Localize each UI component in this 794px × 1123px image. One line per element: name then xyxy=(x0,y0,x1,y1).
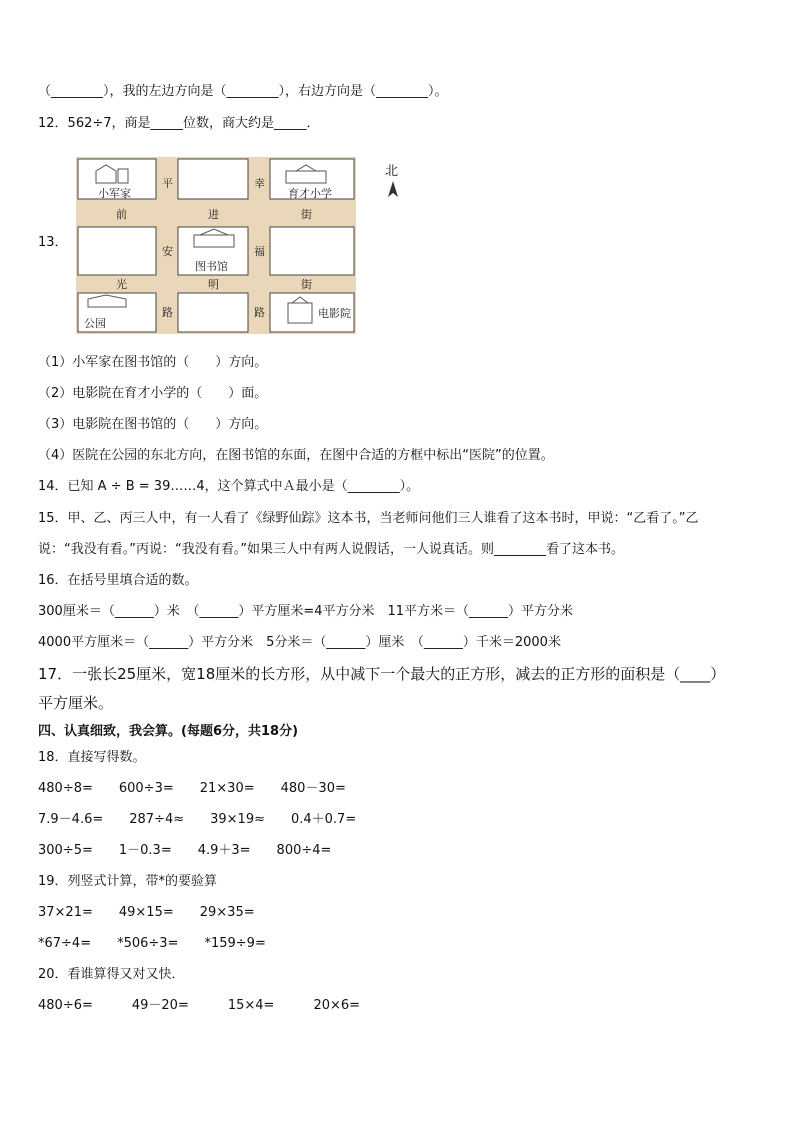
road-ping: 平 xyxy=(162,177,173,190)
block-empty-3 xyxy=(270,227,354,275)
road-an: 安 xyxy=(162,245,173,258)
label-xiaojunjia: 小军家 xyxy=(98,187,131,200)
road-ming: 明 xyxy=(208,278,219,291)
q14: 14．已知 A ÷ B = 39……4，这个算式中Ａ最小是（________）。 xyxy=(38,479,420,494)
road-jin: 进 xyxy=(208,208,219,221)
north-label: 北 xyxy=(385,164,399,179)
road-guang: 光 xyxy=(116,278,127,291)
road-jie-2: 街 xyxy=(301,278,312,291)
q17-line2: 平方厘米。 xyxy=(38,694,114,712)
q18-row2: 7.9－4.6= 287÷4≈ 39×19≈ 0.4＋0.7= xyxy=(38,812,357,827)
road-lu-2: 路 xyxy=(254,306,265,319)
q16-row1: 300厘米＝（______）米 （______）平方厘米=4平方分米 11平方米＝（______）平方分米 xyxy=(38,604,574,619)
q18: 18．直接写得数。 xyxy=(38,750,146,765)
road-lu-1: 路 xyxy=(162,306,173,319)
q16-row2: 4000平方厘米＝（______）平方分米 5分米＝（______）厘米 （______）千米＝2000米 xyxy=(38,635,561,650)
q13-4: （4）医院在公园的东北方向，在图书馆的东面，在图中合适的方框中标出“医院”的位置。 xyxy=(38,448,554,463)
road-xing: 幸 xyxy=(254,177,265,190)
q13-3: （3）电影院在图书馆的（ ）方向。 xyxy=(38,417,268,432)
q13-2: （2）电影院在育才小学的（ ）面。 xyxy=(38,386,268,401)
q19-row2: *67÷4= *506÷3= *159÷9= xyxy=(38,936,266,951)
block-empty-2 xyxy=(78,227,156,275)
north-indicator xyxy=(385,160,401,203)
street-map xyxy=(76,157,356,334)
q17-line1: 17．一张长25厘米，宽18厘米的长方形，从中减下一个最大的正方形，减去的正方形的面积是（____） xyxy=(38,665,726,683)
q13-label: 13． xyxy=(38,235,68,250)
q20-row1: 480÷6= 49－20= 15×4= 20×6= xyxy=(38,998,361,1013)
north-arrow-icon xyxy=(385,179,401,199)
road-fu: 福 xyxy=(254,245,265,258)
q18-row3: 300÷5= 1－0.3= 4.9＋3= 800÷4= xyxy=(38,843,332,858)
label-yucai: 育才小学 xyxy=(288,187,332,200)
road-jie-1: 街 xyxy=(301,208,312,221)
q19-row1: 37×21= 49×15= 29×35= xyxy=(38,905,255,920)
q19: 19．列竖式计算，带*的要验算 xyxy=(38,874,218,889)
q15-line1: 15．甲、乙、丙三人中，有一人看了《绿野仙踪》这本书，当老师问他们三人谁看了这本书时，甲说：“乙看了。”乙 xyxy=(38,511,699,526)
q15-line2: 说：“我没有看。”丙说：“我没有看。”如果三人中有两人说假话，一人说真话。则________看了这本书。 xyxy=(38,542,624,557)
label-cinema: 电影院 xyxy=(318,307,351,320)
section-4-heading: 四、认真细致，我会算。(每题6分，共18分) xyxy=(38,724,299,739)
block-empty-4 xyxy=(178,293,248,332)
label-library: 图书馆 xyxy=(195,260,228,273)
block-empty-1 xyxy=(178,159,248,199)
label-park: 公园 xyxy=(84,317,106,330)
q18-row1: 480÷8= 600÷3= 21×30= 480－30= xyxy=(38,781,346,796)
q12: 12．562÷7，商是_____位数，商大约是_____． xyxy=(38,116,320,131)
q20: 20．看谁算得又对又快． xyxy=(38,967,185,982)
q13-1: （1）小军家在图书馆的（ ）方向。 xyxy=(38,355,268,370)
q11-tail: （________），我的左边方向是（________），右边方向是（________）。 xyxy=(38,84,448,99)
q16: 16．在括号里填合适的数。 xyxy=(38,573,198,588)
road-qian: 前 xyxy=(116,208,127,221)
